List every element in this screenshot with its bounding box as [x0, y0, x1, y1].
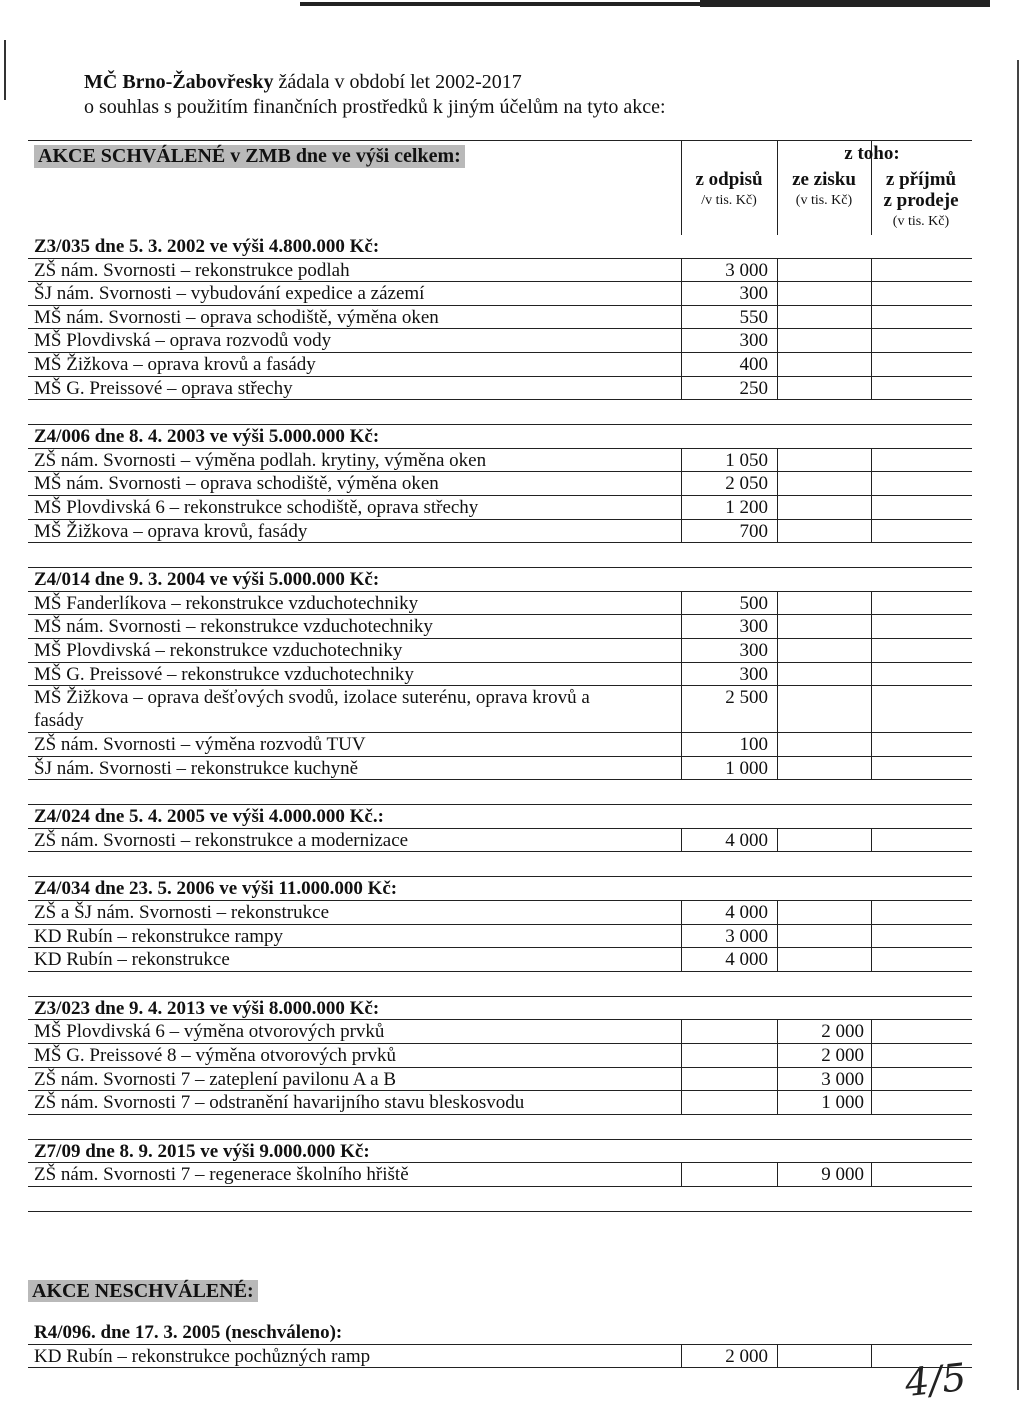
amount-odpisy: 300: [739, 616, 768, 638]
table-row: [28, 306, 972, 330]
col-prijmy-header: [871, 169, 971, 232]
col-zisk-title: ze zisku: [792, 169, 856, 190]
table-row: [28, 377, 972, 401]
rejected-blocks: [28, 1321, 972, 1368]
intro-text: [84, 70, 666, 120]
action-description: MŠ nám. Svornosti – oprava schodiště, výměna oken: [34, 473, 439, 495]
cell-divider: [871, 686, 872, 733]
cell-divider: [777, 733, 778, 757]
col-prijmy-title: z příjmů: [885, 169, 957, 190]
cell-divider: [777, 757, 778, 781]
approved-blocks: [28, 235, 972, 1212]
cell-divider: [777, 686, 778, 733]
table-header: [28, 140, 972, 235]
amount-odpisy: 2 500: [725, 687, 768, 709]
block-gap: [28, 852, 972, 877]
action-description: ZŠ nám. Svornosti – výměna rozvodů TUV: [34, 734, 366, 756]
resolution-heading: [28, 877, 972, 901]
cell-divider: [681, 1163, 682, 1187]
cell-divider: [681, 1044, 682, 1068]
table-row: [28, 592, 972, 616]
cell-divider: [681, 1068, 682, 1092]
col-prijmy-unit: (v tis. Kč): [892, 214, 950, 229]
cell-divider: [871, 282, 872, 306]
table-row: [28, 1091, 972, 1115]
actions-table: [28, 140, 972, 1368]
table-row: [28, 449, 972, 473]
row-rule: [28, 1186, 972, 1187]
block-gap: [28, 972, 972, 997]
resolution-heading-text: Z4/006 dne 8. 4. 2003 ve výši 5.000.000 Kč:: [34, 426, 380, 448]
cell-divider: [777, 829, 778, 853]
cell-divider: [777, 259, 778, 283]
resolution-heading: [28, 425, 972, 449]
action-description: ZŠ nám. Svornosti 7 – odstranění havarijního stavu bleskosvodu: [34, 1092, 525, 1114]
resolution-heading-text: Z3/035 dne 5. 3. 2002 ve výši 4.800.000 Kč:: [34, 236, 380, 257]
table-row: [28, 282, 972, 306]
action-description: MŠ nám. Svornosti – oprava schodiště, výměna oken: [34, 306, 439, 328]
cell-divider: [777, 1345, 778, 1369]
page-mark-handwritten: 4/5: [902, 1354, 969, 1406]
intro-period: žádala v období let 2002-2017: [273, 71, 522, 93]
resolution-heading: [28, 1140, 972, 1164]
cell-divider: [777, 329, 778, 353]
cell-divider: [871, 901, 872, 925]
intro-line-1: [84, 70, 666, 95]
action-description: KD Rubín – rekonstrukce pochůzných ramp: [34, 1345, 371, 1367]
action-description: KD Rubín – rekonstrukce: [34, 949, 230, 971]
table-row: [28, 1044, 972, 1068]
cell-divider: [681, 1091, 682, 1115]
action-description: MŠ Žižkova – oprava krovů, fasády: [34, 520, 308, 542]
amount-zisk: 9 000: [821, 1164, 864, 1186]
action-description: MŠ G. Preissové 8 – výměna otvorových prvků: [34, 1045, 397, 1067]
cell-divider: [777, 639, 778, 663]
table-row: [28, 496, 972, 520]
cell-divider: [871, 592, 872, 616]
row-rule: [28, 851, 972, 852]
amount-odpisy: 1 200: [725, 496, 768, 518]
amount-odpisy: 700: [739, 520, 768, 542]
amount-odpisy: 4 000: [725, 829, 768, 851]
cell-divider: [871, 520, 872, 544]
cell-divider: [871, 639, 872, 663]
table-row: [28, 353, 972, 377]
cell-divider: [871, 733, 872, 757]
cell-divider: [777, 901, 778, 925]
cell-divider: [777, 449, 778, 473]
table-row: [28, 829, 972, 853]
cell-divider: [777, 377, 778, 401]
cell-divider: [871, 449, 872, 473]
action-description: ŠJ nám. Svornosti – rekonstrukce kuchyně: [34, 757, 359, 779]
cell-divider: [871, 306, 872, 330]
col-odpisy-title: z odpisů: [695, 169, 763, 190]
block-gap: [28, 400, 972, 425]
row-rule: [28, 399, 972, 400]
col-zisk-unit: (v tis. Kč): [795, 193, 853, 208]
resolution-heading-text: R4/096. dne 17. 3. 2005 (neschváleno):: [34, 1322, 343, 1343]
table-row: [28, 1020, 972, 1044]
col-odpisy-header: [681, 169, 777, 211]
cell-divider: [871, 1091, 872, 1115]
amount-odpisy: 1 050: [725, 449, 768, 471]
amount-odpisy: 500: [739, 592, 768, 614]
amount-odpisy: 300: [739, 330, 768, 352]
cell-divider: [871, 329, 872, 353]
row-rule: [28, 1114, 972, 1115]
cell-divider: [871, 259, 872, 283]
table-row: [28, 329, 972, 353]
cell-divider: [777, 282, 778, 306]
cell-divider: [777, 592, 778, 616]
resolution-heading-text: Z3/023 dne 9. 4. 2013 ve výši 8.000.000 Kč:: [34, 997, 380, 1019]
table-row: [28, 472, 972, 496]
table-row: [28, 520, 972, 544]
col-odpisy-unit: /v tis. Kč): [701, 193, 757, 208]
action-description: MŠ Fanderlíkova – rekonstrukce vzduchotechniky: [34, 592, 419, 614]
amount-zisk: 1 000: [821, 1092, 864, 1114]
action-description: MŠ Žižkova – oprava dešťových svodů, izolace suterénu, oprava krovů a: [34, 687, 590, 709]
action-description: ZŠ nám. Svornosti – rekonstrukce a modernizace: [34, 829, 409, 851]
amount-zisk: 3 000: [821, 1068, 864, 1090]
resolution-heading-text: Z4/014 dne 9. 3. 2004 ve výši 5.000.000 Kč:: [34, 569, 380, 591]
resolution-heading-text: Z7/09 dne 8. 9. 2015 ve výši 9.000.000 Kč:: [34, 1140, 370, 1162]
amount-odpisy: 1 000: [725, 757, 768, 779]
resolution-heading: [28, 805, 972, 829]
rejected-title-text: AKCE NESCHVÁLENÉ:: [28, 1280, 258, 1302]
table-row: [28, 901, 972, 925]
block-gap: [28, 780, 972, 805]
table-row: [28, 663, 972, 687]
table-row: [28, 259, 972, 283]
action-description: ZŠ nám. Svornosti – výměna podlah. krytiny, výměna oken: [34, 449, 487, 471]
amount-odpisy: 4 000: [725, 949, 768, 971]
row-rule: [28, 1367, 972, 1368]
scan-right-edge: [1017, 60, 1019, 1390]
cell-divider: [871, 757, 872, 781]
cell-divider: [871, 1020, 872, 1044]
cell-divider: [871, 925, 872, 949]
amount-odpisy: 2 000: [725, 1345, 768, 1367]
table-row: [28, 1163, 972, 1187]
z-toho-label: z toho:: [844, 143, 900, 164]
cell-divider: [871, 948, 872, 972]
action-description: MŠ Žižkova – oprava krovů a fasády: [34, 353, 316, 375]
resolution-heading-text: Z4/024 dne 5. 4. 2005 ve výši 4.000.000 Kč.:: [34, 806, 384, 828]
cell-divider: [871, 377, 872, 401]
cell-divider: [871, 353, 872, 377]
action-description: ZŠ a ŠJ nám. Svornosti – rekonstrukce: [34, 902, 330, 924]
block-gap: [28, 543, 972, 568]
amount-odpisy: 400: [739, 353, 768, 375]
rejected-section-title: [28, 1280, 972, 1303]
cell-divider: [871, 1163, 872, 1187]
block-gap: [28, 1187, 972, 1212]
cell-divider: [871, 472, 872, 496]
table-row: [28, 733, 972, 757]
amount-zisk: 2 000: [821, 1045, 864, 1067]
amount-odpisy: 300: [739, 283, 768, 305]
action-description: ZŠ nám. Svornosti 7 – zateplení pavilonu A a B: [34, 1068, 397, 1090]
cell-divider: [871, 829, 872, 853]
cell-divider: [777, 663, 778, 687]
action-description: MŠ Plovdivská 6 – rekonstrukce schodiště, oprava střechy: [34, 496, 479, 518]
resolution-heading: [28, 568, 972, 592]
block-gap: [28, 1115, 972, 1140]
amount-odpisy: 3 000: [725, 259, 768, 281]
action-description: MŠ Plovdivská – oprava rozvodů vody: [34, 330, 332, 352]
intro-line-2: o souhlas s použitím finančních prostředků k jiným účelům na tyto akce:: [84, 96, 666, 118]
resolution-heading-text: Z4/034 dne 23. 5. 2006 ve výši 11.000.000 Kč:: [34, 878, 398, 900]
amount-odpisy: 300: [739, 639, 768, 661]
table-row: [28, 948, 972, 972]
row-rule: [28, 779, 972, 780]
action-description: MŠ G. Preissové – oprava střechy: [34, 377, 293, 399]
action-description: MŠ Plovdivská 6 – výměna otvorových prvků: [34, 1021, 385, 1043]
table-row: [28, 686, 972, 733]
action-description: KD Rubín – rekonstrukce rampy: [34, 925, 284, 947]
amount-odpisy: 300: [739, 663, 768, 685]
amount-odpisy: 2 050: [725, 473, 768, 495]
cell-divider: [777, 496, 778, 520]
row-rule: [28, 542, 972, 543]
amount-odpisy: 250: [739, 377, 768, 399]
cell-divider: [777, 948, 778, 972]
approved-section-title: AKCE SCHVÁLENÉ v ZMB dne ve výši celkem:: [34, 145, 465, 168]
cell-divider: [777, 306, 778, 330]
table-row: [28, 615, 972, 639]
col-prijmy-title-2: z prodeje: [883, 190, 959, 211]
amount-zisk: 2 000: [821, 1021, 864, 1043]
action-description: MŠ Plovdivská – rekonstrukce vzduchotechniky: [34, 639, 403, 661]
cell-divider: [871, 615, 872, 639]
cell-divider: [777, 353, 778, 377]
cell-divider: [871, 1068, 872, 1092]
table-row: [28, 639, 972, 663]
resolution-heading: [28, 235, 972, 259]
cell-divider: [871, 1345, 872, 1369]
scan-top-line-thick: [700, 0, 990, 7]
action-description: ZŠ nám. Svornosti 7 – regenerace školního hřiště: [34, 1164, 409, 1186]
table-row: [28, 1345, 972, 1369]
col-zisk-header: [777, 169, 871, 211]
cell-divider: [777, 615, 778, 639]
row-rule: [28, 971, 972, 972]
action-description: MŠ G. Preissové – rekonstrukce vzduchotechniky: [34, 663, 414, 685]
table-row: [28, 1068, 972, 1092]
scan-left-mark: [4, 40, 6, 100]
cell-divider: [777, 520, 778, 544]
cell-divider: [871, 663, 872, 687]
action-description-cont: fasády: [34, 710, 84, 732]
amount-odpisy: 3 000: [725, 925, 768, 947]
cell-divider: [871, 496, 872, 520]
amount-odpisy: 4 000: [725, 902, 768, 924]
cell-divider: [777, 925, 778, 949]
action-description: ZŠ nám. Svornosti – rekonstrukce podlah: [34, 259, 350, 281]
cell-divider: [681, 1020, 682, 1044]
action-description: ŠJ nám. Svornosti – vybudování expedice a zázemí: [34, 283, 425, 305]
cell-divider: [777, 472, 778, 496]
cell-divider: [871, 1044, 872, 1068]
resolution-heading: [28, 997, 972, 1021]
table-row: [28, 757, 972, 781]
action-description: MŠ nám. Svornosti – rekonstrukce vzduchotechniky: [34, 616, 433, 638]
amount-odpisy: 550: [739, 306, 768, 328]
table-row: [28, 925, 972, 949]
amount-odpisy: 100: [739, 734, 768, 756]
resolution-heading: [28, 1321, 972, 1345]
intro-organization: MČ Brno-Žabovřesky: [84, 71, 274, 93]
